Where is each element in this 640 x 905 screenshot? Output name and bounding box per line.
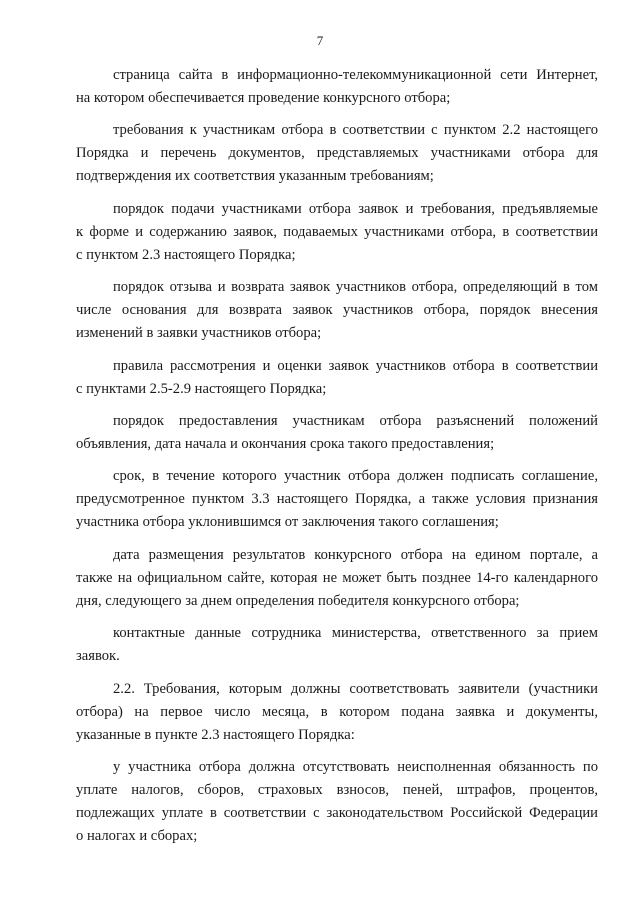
paragraph-line: порядок предоставления участникам отбора разъяснений положений [113, 412, 598, 429]
paragraph-line: изменений в заявки участников отбора; [76, 325, 322, 342]
paragraph-line: предусмотренное пунктом 3.3 настоящего Порядка, а также условия признания [76, 491, 598, 508]
paragraph-line: Порядка и перечень документов, представляемых участниками отбора для [76, 145, 598, 162]
paragraph [76, 465, 598, 534]
paragraph-line: 2.2. Требования, которым должны соответствовать заявители (участники [113, 680, 598, 697]
paragraph [76, 544, 598, 613]
paragraph [76, 678, 598, 747]
paragraph-line: с пунктами 2.5-2.9 настоящего Порядка; [76, 380, 327, 397]
paragraph [76, 410, 598, 456]
paragraph-line: указанные в пункте 2.3 настоящего Порядка: [76, 726, 355, 743]
paragraph-line: требования к участникам отбора в соответствии с пунктом 2.2 настоящего [113, 122, 598, 139]
paragraph-line: порядок отзыва и возврата заявок участников отбора, определяющий в том [113, 279, 598, 296]
paragraph-line: уплате налогов, сборов, страховых взносов, пеней, штрафов, процентов, [76, 781, 598, 798]
paragraph-line: отбора) на первое число месяца, в котором подана заявка и документы, [76, 703, 598, 720]
paragraph [76, 276, 598, 345]
paragraph [76, 198, 598, 267]
paragraph-line: страница сайта в информационно-телекоммуникационной сети Интернет, [113, 67, 598, 83]
paragraph-line: также на официальном сайте, которая не может быть позднее 14-го календарного [76, 569, 598, 586]
paragraph-line: дата размещения результатов конкурсного отбора на едином портале, а [113, 546, 598, 563]
paragraph-line: объявления, дата начала и окончания срока такого предоставления; [76, 435, 495, 452]
paragraph-line: контактные данные сотрудника министерства, ответственного за прием [113, 625, 598, 642]
paragraph-line: у участника отбора должна отсутствовать неисполненная обязанность по [113, 758, 598, 775]
paragraph-line: числе основания для возврата заявок участников отбора, порядок внесения [76, 302, 598, 319]
paragraph-line: срок, в течение которого участник отбора должен подписать соглашение, [113, 468, 598, 485]
paragraph [76, 622, 598, 668]
paragraph [76, 119, 598, 188]
paragraph-line: порядок подачи участниками отбора заявок и требования, предъявляемые [113, 200, 598, 217]
paragraph-line: с пунктом 2.3 настоящего Порядка; [76, 246, 296, 263]
paragraph-line: участника отбора уклонившимся от заключения такого соглашения; [76, 514, 499, 531]
paragraph-line: дня, следующего за днем определения победителя конкурсного отбора; [76, 592, 520, 609]
paragraph [76, 355, 598, 401]
paragraph-line: заявок. [76, 648, 120, 665]
paragraph-line: к форме и содержанию заявок, подаваемых участниками отбора, в соответствии [76, 223, 598, 240]
paragraph-line: подлежащих уплате в соответствии с законодательством Российской Федерации [76, 804, 598, 821]
page-number: 7 [316, 33, 324, 48]
paragraph-line: на котором обеспечивается проведение конкурсного отбора; [76, 90, 451, 106]
paragraph-line: подтверждения их соответствия указанным требованиям; [76, 168, 434, 185]
paragraph [76, 64, 598, 110]
paragraph [76, 756, 598, 848]
paragraph-line: о налогах и сборах; [76, 827, 198, 844]
paragraph-line: правила рассмотрения и оценки заявок участников отбора в соответствии [113, 357, 598, 374]
document-body [76, 64, 598, 857]
